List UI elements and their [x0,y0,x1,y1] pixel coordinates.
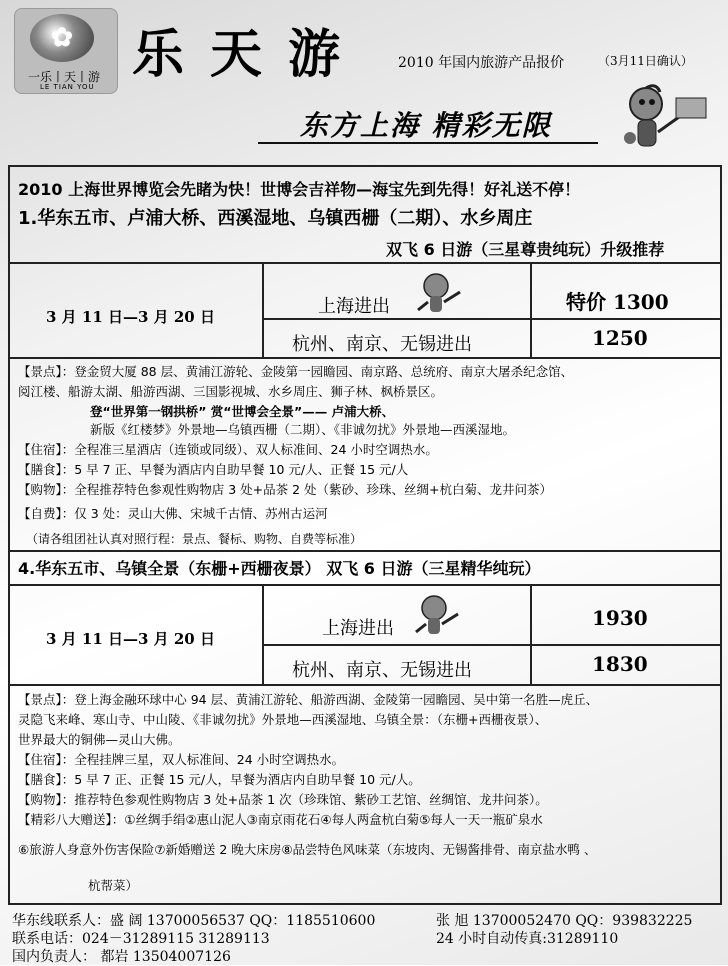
product2-detail: 灵隐飞来峰、寒山寺、中山陵、《非诚勿扰》外景地—西溪湿地、乌镇全景：（东栅+西栅夜景）、 [18,712,548,727]
product2-date: 3 月 11 日—3 月 20 日 [46,630,215,648]
slogan: 东方上海 精彩无限 [300,109,552,142]
product1-title: 1.华东五市、卢浦大桥、西溪湿地、乌镇西栅（二期）、水乡周庄 [18,208,533,229]
product1-price1: 特价 1300 [566,290,669,314]
product2-detail: 【住宿】：全程挂牌三星，双人标准间、24 小时空调热水。 [18,752,345,767]
table-hline [262,644,722,646]
product2-city2: 杭州、南京、无锡进出 [292,660,472,681]
product1-date: 3 月 11 日—3 月 20 日 [46,308,215,326]
haibao-mini-icon [414,270,466,316]
product1-detail: 阅江楼、船游太湖、船游西湖、三国影视城、水乡周庄、狮子林、枫桥景区。 [18,384,444,399]
logo-icon: ✿ [30,14,94,62]
footer-fax: 24 小时自动传真:31289110 [436,931,619,947]
footer-phone: 联系电话：024－31289115 31289113 [12,931,270,947]
divider [8,684,722,686]
table-hline [262,318,722,320]
divider [8,584,722,586]
logo-chinese-text: 一乐丨天丨游 [28,70,101,84]
product2-price2: 1830 [592,652,648,676]
footer-contact-1: 华东线联系人：盛 阔 13700056537 QQ：1185510600 [12,913,376,929]
logo-english-text: LE TIAN YOU [40,83,95,91]
promo-line: 2010 上海世界博览会先睹为快！世博会吉祥物—海宝先到先得！好礼送不停！ [18,180,581,199]
product1-detail: 【自费】：仅 3 处：灵山大佛、宋城千古情、苏州古运河 [18,506,328,521]
footer-contact-2: 张 旭 13700052470 QQ：939832225 [436,913,693,929]
product2-detail: 杭帮菜） [88,878,139,893]
confirm-note: （3月11日确认） [598,54,693,68]
product2-detail: 【膳食】：5 早 7 正、正餐 15 元/人，早餐为酒店内自助早餐 10 元/人。 [18,772,421,787]
product2-price1: 1930 [592,606,648,630]
product1-detail: 【膳食】：5 早 7 正、早餐为酒店内自助早餐 10 元/人、正餐 15 元/人 [18,462,409,477]
product1-city2: 杭州、南京、无锡进出 [292,334,472,355]
product2-detail: 【精彩八大赠送】：①丝绸手绢②惠山泥人③南京雨花石④每人两盒杭白菊⑤每人一天一瓶矿泉水 [18,812,543,827]
catalog-subtitle: 2010 年国内旅游产品报价 [398,55,565,71]
slogan-underline [258,142,598,144]
product2-city1: 上海进出 [322,618,394,639]
product1-detail: 登“世界第一钢拱桥” 赏“世博会全景”—— 卢浦大桥、 [90,404,395,419]
product1-detail: 【住宿】：全程准三星酒店（连锁或同级）、双人标准间、24 小时空调热水。 [18,442,438,457]
haibao-mascot-icon [616,82,712,158]
footer-manager: 国内负责人： 都岩 13504007126 [12,949,231,965]
table-vline [530,262,532,358]
product1-note: （请各组团社认真对照行程：景点、餐标、购物、自费等标准） [26,532,363,546]
product2-detail: 【购物】：推荐特色参观性购物店 3 处+品茶 1 次（珍珠馆、紫砂工艺馆、丝绸馆、龙井问茶）。 [18,792,548,807]
divider [8,550,722,552]
product1-city1: 上海进出 [318,296,390,317]
product1-detail: 新版《红楼梦》外景地—乌镇西栅（二期）、《非诚勿扰》外景地—西溪湿地。 [90,422,516,437]
product2-detail: 世界最大的铜佛—灵山大佛。 [18,732,181,747]
product2-title: 4.华东五市、乌镇全景（东栅+西栅夜景） 双飞 6 日游（三星精华纯玩） [18,559,541,578]
product2-detail: ⑥旅游人身意外伤害保险⑦新婚赠送 2 晚大床房⑧品尝特色风味菜（东坡肉、无锡酱排骨、南京盐水鸭 、 [18,842,597,857]
product2-detail: 【景点】：登上海金融环球中心 94 层、黄浦江游轮、船游西湖、金陵第一园瞻园、吴中第一名胜—虎丘、 [18,692,599,707]
divider [8,262,722,264]
brand-title: 乐天游 [132,25,367,85]
haibao-mini-icon [412,592,464,638]
table-vline [262,584,264,684]
table-vline [530,584,532,684]
table-vline [262,262,264,358]
divider [8,357,722,359]
product1-detail: 【购物】：全程推荐特色参观性购物店 3 处+品茶 2 处（紫砂、珍珠、丝绸+杭白菊、龙井问茶） [18,482,552,497]
product1-price2: 1250 [592,326,648,350]
product1-tag: 双飞 6 日游（三星尊贵纯玩）升级推荐 [386,240,665,259]
product1-detail: 【景点】：登金贸大厦 88 层、黄浦江游轮、金陵第一园瞻园、南京路、总统府、南京大屠杀纪念馆、 [18,364,574,379]
